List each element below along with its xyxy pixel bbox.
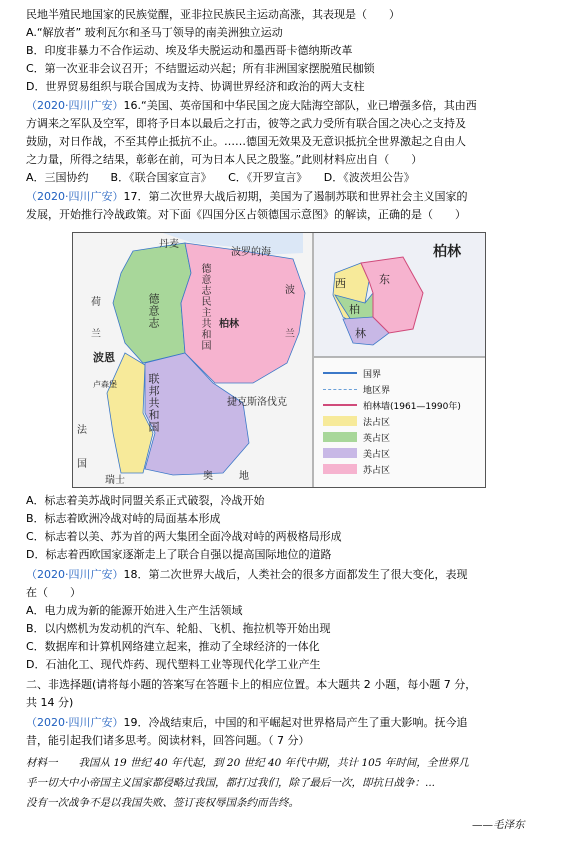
legend-label: 柏林墙(1961—1990年)	[363, 401, 461, 412]
option-d: D．世界贸易组织与联合国成为支持、协调世界经济和政治的两大支柱	[26, 80, 365, 93]
q17-option-d: D．标志着西欧国家逐渐走上了联合自强以提高国际地位的道路	[26, 548, 332, 561]
text-line: 之力量，所得之结果，彰彰在前，可为日本人民之殷鉴。”此则材料应出自（ ）	[26, 153, 423, 166]
map-label-lan: 兰	[91, 329, 101, 340]
text-line: 鼓励，对日作战，不至其停止抵抗不止。……德国无效果及无意识抵抗全世界激起之自由人	[26, 135, 466, 148]
question-17	[26, 190, 468, 204]
map-label-west-germany: 德意志	[147, 293, 160, 329]
map-label-denmark: 丹麦	[159, 239, 179, 250]
q18-option-c: C．数据库和计算机网络建立起来，推动了全球经济的一体化	[26, 640, 320, 653]
q18-stem: 18．第二次世界大战后，人类社会的很多方面都发生了很大变化，表现	[123, 568, 468, 581]
q18-option-a: A．电力成为新的能源开始进入生产生活领域	[26, 604, 243, 617]
section-heading: 二、非选择题(请将每小题的答案写在答题卡上的相应位置。本大题共 2 小题，每小题 7 分，	[26, 678, 477, 691]
option-c: C．第一次亚非会议召开；不结盟运动兴起；所有非洲国家摆脱殖民枷锁	[26, 62, 375, 75]
legend-item	[323, 381, 461, 397]
source-tag: （2020·四川广安）	[26, 190, 124, 203]
legend-swatch	[323, 464, 357, 474]
q17-option-c: C．标志着以美、苏为首的两大集团全面冷战对峙的两极格局形成	[26, 530, 342, 543]
map-label-federal: 联邦共和国	[147, 373, 160, 433]
legend-item	[323, 413, 461, 429]
question-18	[26, 568, 468, 582]
map-label-east-germany: 德意志民主共和国	[199, 263, 210, 351]
inset-label-west: 西	[335, 277, 346, 290]
legend-swatch	[323, 389, 357, 390]
legend-label: 美占区	[363, 449, 391, 460]
map-label-baltic: 波罗的海	[231, 247, 271, 258]
q16-stem: 16.“美国、英帝国和中华民国之庞大陆海空部队，业已增强多倍，其由西	[123, 99, 477, 112]
material-line: 乎一切大中小帝国主义国家都侵略过我国，都打过我们，除了最后一次，即抗日战争：...	[26, 777, 436, 789]
q18-option-b: B．以内燃机为发动机的汽车、轮船、飞机、拖拉机等开始出现	[26, 622, 331, 635]
text-line: 在（ ）	[26, 586, 81, 599]
inset-title-berlin: 柏林	[433, 244, 461, 260]
legend-label: 英占区	[363, 433, 391, 444]
legend-label: 国界	[363, 369, 382, 380]
q16-options: A．三国协约 B．《联合国家宣言》 C．《开罗宣言》 D．《波茨坦公告》	[26, 171, 415, 184]
q19-stem: 19．冷战结束后，中国的和平崛起对世界格局产生了重大影响。抚今追	[123, 716, 468, 729]
legend-swatch	[323, 372, 357, 374]
q17-option-a: A．标志着美苏战时同盟关系正式破裂，冷战开始	[26, 494, 265, 507]
material-line: 材料一 我国从 19 世纪 40 年代起，到 20 世纪 40 年代中期，共计 105 年时间，全世界几	[26, 757, 469, 769]
legend-swatch	[323, 432, 357, 442]
map-label-berlin: 柏林	[219, 319, 239, 330]
map-label-guo: 国	[77, 459, 87, 470]
map-legend	[323, 365, 461, 477]
map-label-austria1: 奥	[203, 471, 213, 482]
option-a: A.“解放者” 玻利瓦尔和圣马丁领导的南美洲独立运动	[26, 26, 283, 39]
material-line: 没有一次战争不是以我国失败、签订丧权辱国条约而告终。	[26, 797, 299, 809]
inset-label-east: 东	[379, 273, 390, 286]
map-label-poland2: 兰	[285, 329, 295, 340]
legend-label: 地区界	[363, 385, 391, 396]
map-label-swiss: 瑞士	[105, 475, 125, 486]
question-19	[26, 716, 468, 730]
legend-item	[323, 429, 461, 445]
legend-swatch	[323, 404, 357, 406]
source-tag: （2020·四川广安）	[26, 568, 124, 581]
map-label-bonn: 波恩	[93, 351, 115, 364]
option-b: B．印度非暴力不合作运动、埃及华夫脱运动和墨西哥卡德纳斯改革	[26, 44, 353, 57]
source-tag: （2020·四川广安）	[26, 99, 124, 112]
legend-label: 法占区	[363, 417, 391, 428]
inset-label-bai: 柏	[349, 303, 360, 316]
section-heading-cont: 共 14 分)	[26, 696, 74, 709]
legend-swatch	[323, 416, 357, 426]
legend-item	[323, 461, 461, 477]
map-label-austria2: 地	[239, 471, 249, 482]
germany-occupation-map	[72, 232, 486, 488]
map-label-luxembourg: 卢森堡	[93, 380, 117, 389]
source-tag: （2020·四川广安）	[26, 716, 124, 729]
legend-item	[323, 365, 461, 381]
q17-option-b: B．标志着欧洲冷战对峙的局面基本形成	[26, 512, 221, 525]
question-16	[26, 99, 477, 113]
inset-label-lin: 林	[355, 327, 366, 340]
material-attribution: ——毛泽东	[472, 819, 525, 831]
map-label-poland1: 波	[285, 285, 295, 296]
legend-item	[323, 397, 461, 413]
text-line: 昔，能引起我们诸多思考。阅读材料，回答问题。（ 7 分）	[26, 734, 310, 747]
map-label-netherlands: 荷	[91, 297, 101, 308]
legend-swatch	[323, 448, 357, 458]
legend-label: 苏占区	[363, 465, 391, 476]
text-line: 民地半殖民地国家的民族觉醒，亚非拉民族民主运动高涨，其表现是（ ）	[26, 8, 400, 21]
map-label-fa: 法	[77, 425, 87, 436]
q18-option-d: D．石油化工、现代炸药、现代塑料工业等现代化学工业产生	[26, 658, 321, 671]
legend-item	[323, 445, 461, 461]
text-line: 发展，开始推行冷战政策。对下面《四国分区占领德国示意图》的解读，正确的是（ ）	[26, 208, 466, 221]
map-label-czech: 捷克斯洛伐克	[227, 397, 287, 408]
q17-stem: 17．第二次世界大战后初期，美国为了遏制苏联和世界社会主义国家的	[123, 190, 468, 203]
text-line: 方调来之军队及空军，即将予日本以最后之打击，彼等之武力受所有联合国之决心之支持及	[26, 117, 466, 130]
